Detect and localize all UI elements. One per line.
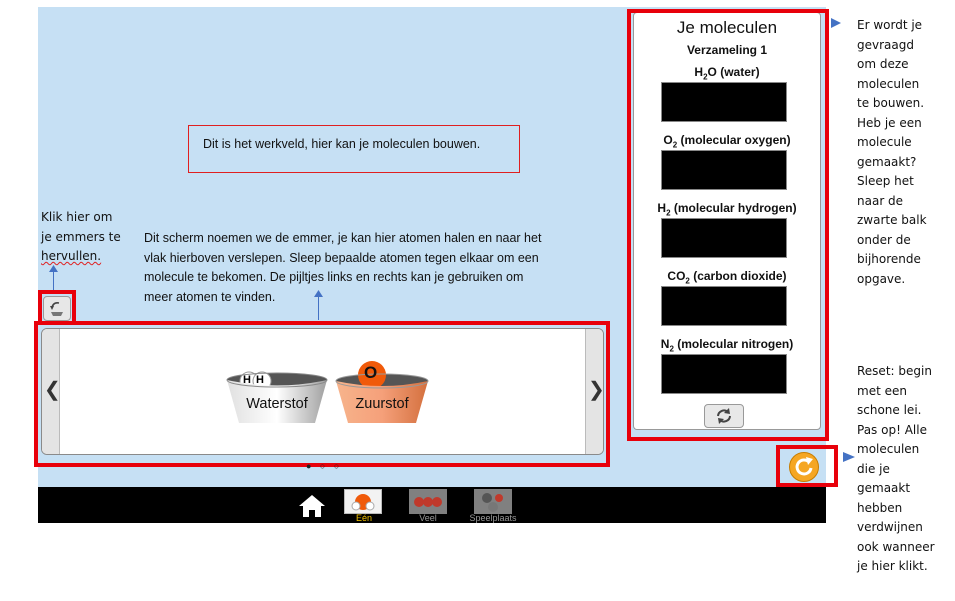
panel-note-line: bijhorende — [857, 252, 921, 266]
goal-label: $H_2$ (molecular hydrogen) — [657, 201, 797, 218]
bucket-label: Zuurstof — [355, 396, 409, 412]
tab-een[interactable] — [344, 489, 382, 514]
home-icon[interactable] — [298, 494, 326, 518]
goal-label: $H_2O$ (water) — [694, 65, 760, 82]
bucket-note-line: molecule te bekomen. De pijltjes links en rechts kan je gebruiken om — [144, 270, 524, 284]
workspace-callout: Dit is het werkveld, hier kan je moleculen bouwen. — [188, 125, 520, 173]
arrow-head-right — [831, 18, 841, 28]
refill-note-line: hervullen. — [41, 249, 102, 263]
panel-note-line: opgave. — [857, 271, 906, 286]
panel-note-line: onder de — [857, 232, 911, 247]
refill-note — [41, 208, 121, 267]
panel-note-line: Er wordt je — [857, 18, 923, 32]
panel-note-line: gevraagd — [857, 37, 914, 52]
panel-title: Je moleculen — [676, 18, 778, 37]
tab-veel[interactable] — [409, 489, 447, 514]
reset-note-line: gemaakt — [857, 481, 911, 495]
reset-note-line: je hier klikt. — [857, 559, 928, 573]
many-molecules-icon — [409, 489, 447, 514]
panel-note-line: naar de — [857, 193, 904, 208]
reset-note-line: moleculen — [857, 442, 920, 456]
bucket-label: Waterstof — [246, 396, 308, 412]
goal-label: $O_2$ (molecular oxygen) — [663, 133, 791, 150]
atom-label: O — [364, 363, 378, 382]
panel-subtitle: Verzameling 1 — [686, 43, 768, 57]
playground-icon — [474, 489, 512, 514]
panel-note — [857, 16, 927, 289]
reset-note-line: hebben — [857, 500, 903, 515]
chevron-right-icon: ❯ — [588, 379, 605, 401]
atom-label: H — [243, 374, 251, 386]
reset-note-line: Pas op! Alle — [857, 422, 927, 437]
panel-note-line: zwarte balk — [857, 213, 927, 227]
tab-speelplaats-label: Speelplaats — [469, 513, 517, 523]
panel-note-line: Sleep het — [857, 174, 914, 188]
panel-note-line: molecule — [857, 135, 912, 149]
arrow-head-up — [314, 290, 323, 297]
bucket-note-line: vlak hierboven verslepen. Sleep bepaalde atomen tegen elkaar om een — [144, 250, 539, 265]
arrow-head-right — [843, 452, 855, 462]
chevron-left-icon: ❮ — [44, 379, 61, 401]
panel-highlight — [627, 9, 829, 441]
carousel-page-indicator[interactable]: ● ○ ○ — [306, 461, 343, 471]
reset-note-line: ook wanneer — [857, 539, 935, 554]
tab-veel-label: Veel — [419, 513, 437, 523]
panel-note-line: gemaakt? — [857, 154, 917, 169]
reset-note-line: met een — [857, 383, 907, 398]
carousel-highlight — [34, 321, 610, 467]
refill-note-line: je emmers te — [41, 229, 121, 244]
refill-highlight — [38, 290, 76, 325]
panel-note-line: om deze — [857, 57, 909, 71]
reset-highlight — [776, 445, 838, 487]
goal-label: $CO_2$ (carbon dioxide) — [667, 269, 787, 286]
bucket-note-line: meer atomen te vinden. — [144, 289, 276, 304]
reset-note-line: schone lei. — [857, 403, 922, 417]
panel-note-line: Heb je een — [857, 115, 922, 130]
refill-note-line: Klik hier om — [41, 210, 113, 224]
reset-note-line: Reset: begin — [857, 364, 932, 378]
atom-label: H — [256, 374, 264, 386]
panel-note-line: moleculen — [857, 76, 920, 91]
bucket-note-line: Dit scherm noemen we de emmer, je kan hier atomen halen en naar het — [144, 231, 542, 245]
reset-note-line: verdwijnen — [857, 520, 923, 534]
arrow-head-up — [49, 265, 58, 272]
panel-note-line: te bouwen. — [857, 96, 925, 110]
bucket-note — [144, 229, 541, 307]
reset-note-line: die je — [857, 461, 890, 476]
reset-note — [857, 362, 935, 577]
single-molecule-icon — [345, 490, 381, 513]
tab-een-label: Eén — [355, 513, 372, 523]
tab-speelplaats[interactable] — [474, 489, 512, 514]
goal-label: $N_2$ (molecular nitrogen) — [660, 337, 794, 354]
bucket-arrow — [318, 296, 319, 320]
